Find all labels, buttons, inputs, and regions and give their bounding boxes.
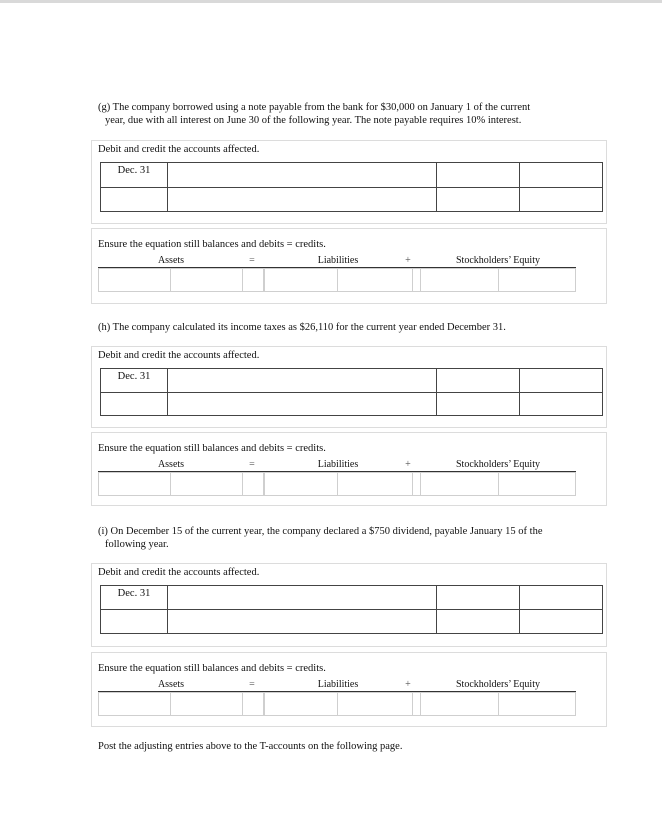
equation-row-i <box>98 679 576 709</box>
journal-table-g <box>100 162 603 212</box>
journal-credit-i1[interactable] <box>520 586 603 610</box>
plus-sign-g: + <box>405 255 411 266</box>
question-g <box>98 101 608 127</box>
assets-cell-g2[interactable] <box>170 268 243 292</box>
journal-date-i: Dec. 31 <box>101 586 168 610</box>
footer-instruction: Post the adjusting entries above to the T-accounts on the following page. <box>98 741 403 752</box>
liabilities-cell-i1[interactable] <box>264 692 338 716</box>
equation-title-g: Ensure the equation still balances and debits = credits. <box>98 239 326 250</box>
journal-debit-g2[interactable] <box>437 188 520 212</box>
equation-box-g <box>91 228 607 304</box>
question-g-line2: year, due with all interest on June 30 of the following year. The note payable requires 10% interest. <box>105 115 522 126</box>
liabilities-header-i: Liabilities <box>317 679 359 690</box>
question-i-line1: (i) On December 15 of the current year, the company declared a $750 dividend, payable January 15 of the <box>98 526 543 537</box>
question-h-line1: (h) The company calculated its income taxes as $26,110 for the current year ended December 31. <box>98 322 506 333</box>
journal-account-h2[interactable] <box>168 393 437 416</box>
equals-cell-i <box>242 692 264 716</box>
journal-date-i2[interactable] <box>101 610 168 634</box>
journal-credit-h1[interactable] <box>520 369 603 393</box>
assets-cell-h2[interactable] <box>170 472 243 496</box>
assets-header-h: Assets <box>157 459 185 470</box>
equals-sign-i: = <box>249 679 255 690</box>
assets-header-g: Assets <box>157 255 185 266</box>
journal-debit-h1[interactable] <box>437 369 520 393</box>
equals-cell-h <box>242 472 264 496</box>
journal-debit-h2[interactable] <box>437 393 520 416</box>
liabilities-cell-g1[interactable] <box>264 268 338 292</box>
question-i-line2: following year. <box>105 539 169 550</box>
equation-box-h <box>91 432 607 506</box>
journal-date-g: Dec. 31 <box>101 163 168 188</box>
liabilities-cell-g2[interactable] <box>337 268 413 292</box>
journal-debit-i2[interactable] <box>437 610 520 634</box>
assets-cell-h1[interactable] <box>98 472 171 496</box>
journal-credit-g1[interactable] <box>520 163 603 188</box>
journal-account-i2[interactable] <box>168 610 437 634</box>
journal-credit-g2[interactable] <box>520 188 603 212</box>
journal-box-h <box>91 346 607 428</box>
journal-date-h2[interactable] <box>101 393 168 416</box>
equity-cell-g2[interactable] <box>498 268 576 292</box>
liabilities-header-g: Liabilities <box>317 255 359 266</box>
assets-cell-i2[interactable] <box>170 692 243 716</box>
liabilities-header-h: Liabilities <box>317 459 359 470</box>
question-h <box>98 321 608 334</box>
equity-header-g: Stockholders’ Equity <box>456 255 540 266</box>
journal-account-h1[interactable] <box>168 369 437 393</box>
top-divider <box>0 0 662 3</box>
plus-sign-h: + <box>405 459 411 470</box>
liabilities-cell-i2[interactable] <box>337 692 413 716</box>
journal-table-h <box>100 368 603 416</box>
equals-sign-h: = <box>249 459 255 470</box>
equals-sign-g: = <box>249 255 255 266</box>
equation-row-g <box>98 255 576 285</box>
journal-credit-i2[interactable] <box>520 610 603 634</box>
journal-credit-h2[interactable] <box>520 393 603 416</box>
journal-debit-g1[interactable] <box>437 163 520 188</box>
equation-box-i <box>91 652 607 727</box>
equity-header-i: Stockholders’ Equity <box>456 679 540 690</box>
equity-header-h: Stockholders’ Equity <box>456 459 540 470</box>
journal-table-i <box>100 585 603 634</box>
equation-title-i: Ensure the equation still balances and debits = credits. <box>98 663 326 674</box>
equity-cell-h1[interactable] <box>420 472 499 496</box>
journal-date-g2[interactable] <box>101 188 168 212</box>
equity-cell-i1[interactable] <box>420 692 499 716</box>
equity-cell-g1[interactable] <box>420 268 499 292</box>
journal-date-h: Dec. 31 <box>101 369 168 393</box>
equation-row-h <box>98 459 576 489</box>
equity-cell-h2[interactable] <box>498 472 576 496</box>
equation-title-h: Ensure the equation still balances and debits = credits. <box>98 443 326 454</box>
question-g-line1: (g) The company borrowed using a note payable from the bank for $30,000 on January 1 of the current <box>98 102 531 113</box>
journal-box-g <box>91 140 607 224</box>
journal-account-g2[interactable] <box>168 188 437 212</box>
journal-title-i: Debit and credit the accounts affected. <box>98 567 260 578</box>
assets-cell-i1[interactable] <box>98 692 171 716</box>
assets-cell-g1[interactable] <box>98 268 171 292</box>
question-i <box>98 525 608 551</box>
assets-header-i: Assets <box>157 679 185 690</box>
plus-sign-i: + <box>405 679 411 690</box>
journal-title-h: Debit and credit the accounts affected. <box>98 350 260 361</box>
journal-title-g: Debit and credit the accounts affected. <box>98 144 260 155</box>
equity-cell-i2[interactable] <box>498 692 576 716</box>
journal-account-i1[interactable] <box>168 586 437 610</box>
journal-debit-i1[interactable] <box>437 586 520 610</box>
liabilities-cell-h1[interactable] <box>264 472 338 496</box>
journal-box-i <box>91 563 607 647</box>
equals-cell-g <box>242 268 264 292</box>
journal-account-g1[interactable] <box>168 163 437 188</box>
liabilities-cell-h2[interactable] <box>337 472 413 496</box>
